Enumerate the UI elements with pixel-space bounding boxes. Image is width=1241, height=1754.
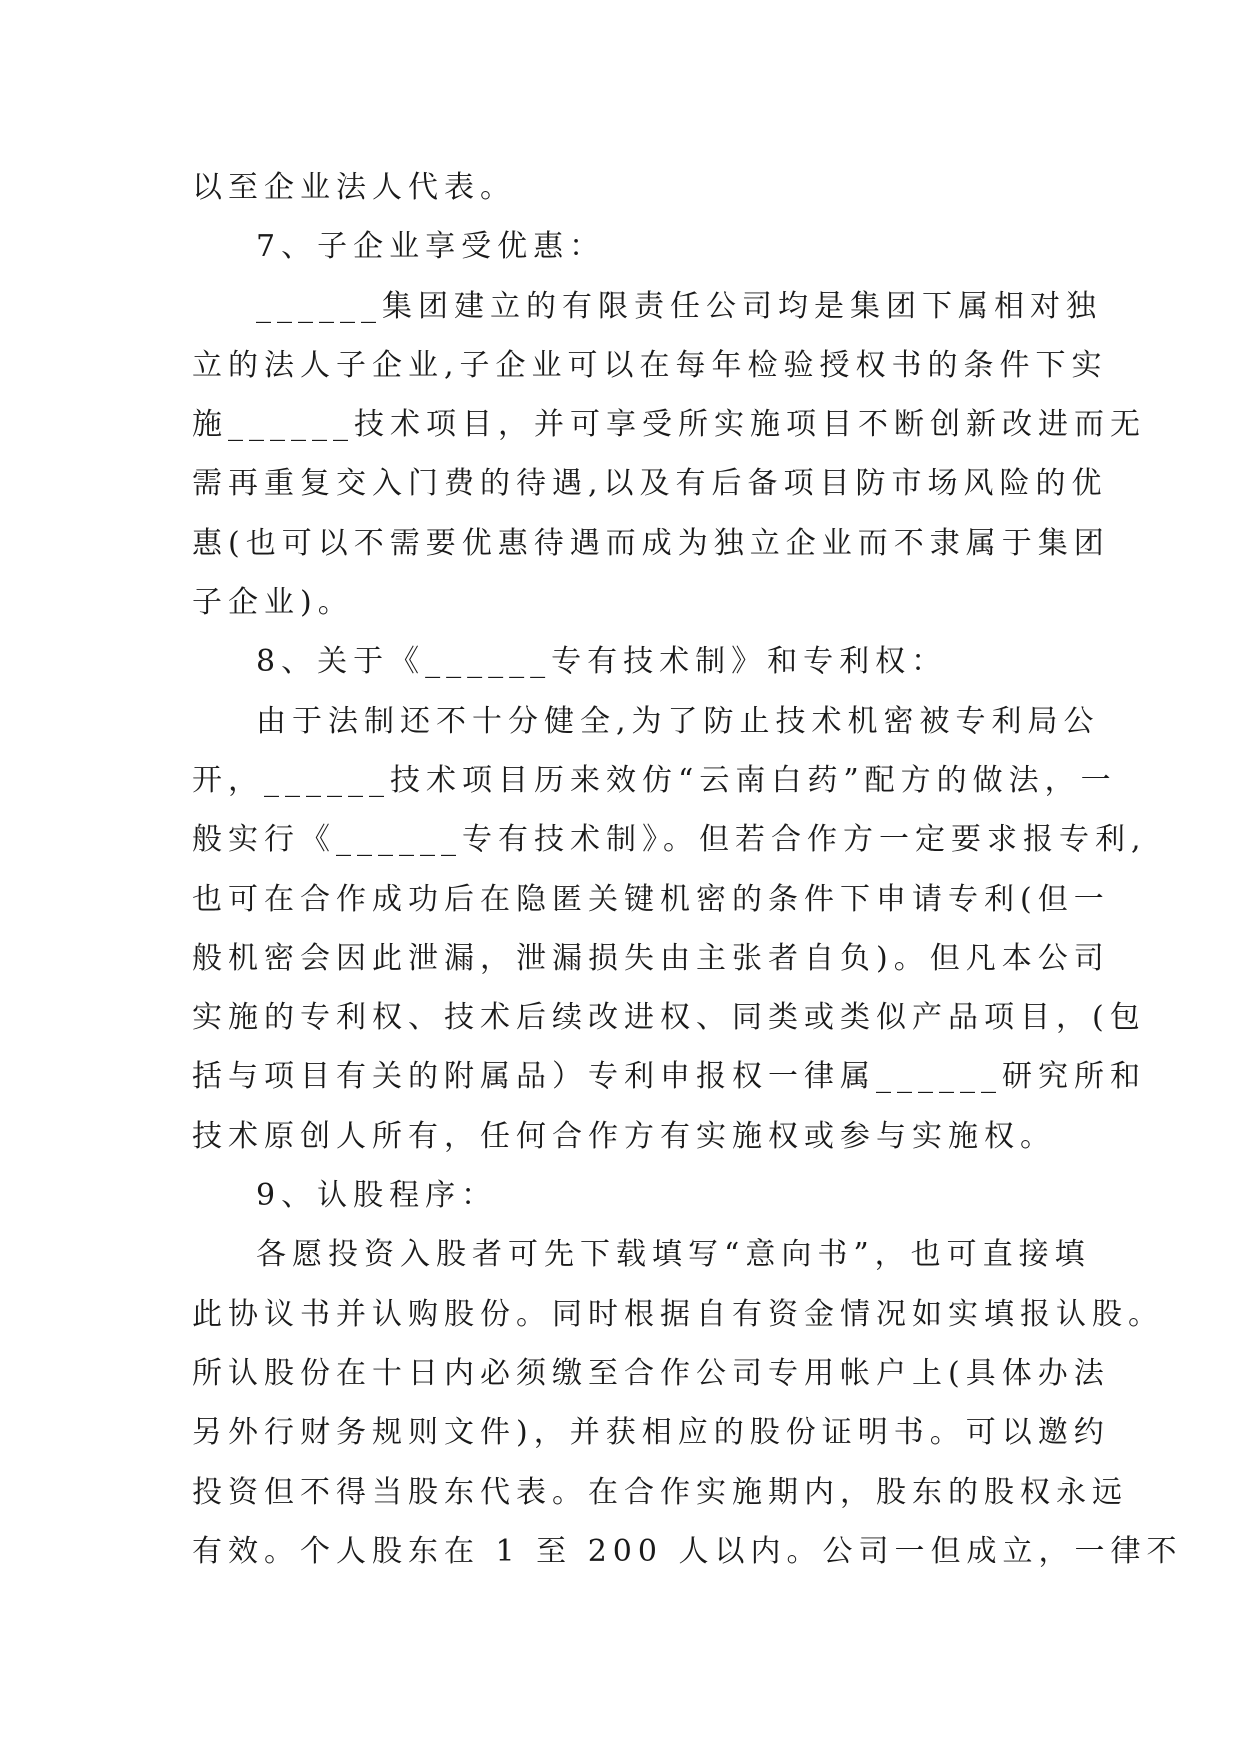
- text-line: 各愿投资入股者可先下载填写“意向书”，也可直接填: [256, 1237, 1091, 1273]
- text-line: ______集团建立的有限责任公司均是集团下属相对独: [256, 288, 1102, 324]
- text-line: 惠(也可以不需要优惠待遇而成为独立企业而不隶属于集团: [192, 525, 1110, 561]
- text-line: 7、子企业享受优惠：: [256, 229, 606, 265]
- text-line: 由于法制还不十分健全,为了防止技术机密被专利局公: [256, 703, 1100, 739]
- text-line: 开，______技术项目历来效仿“云南白药”配方的做法，一: [192, 762, 1117, 798]
- text-line: 技术原创人所有，任何合作方有实施权或参与实施权。: [192, 1118, 1056, 1154]
- text-line: 施______技术项目，并可享受所实施项目不断创新改进而无: [192, 407, 1146, 443]
- text-line: 需再重复交入门费的待遇,以及有后备项目防市场风险的优: [192, 466, 1108, 502]
- text-line: 般机密会因此泄漏，泄漏损失由主张者自负)。但凡本公司: [192, 940, 1110, 976]
- text-line: 所认股份在十日内必须缴至合作公司专用帐户上(具体办法: [192, 1355, 1110, 1391]
- text-line: 也可在合作成功后在隐匿关键机密的条件下申请专利(但一: [192, 881, 1110, 917]
- text-line: 投资但不得当股东代表。在合作实施期内，股东的股权永远: [192, 1474, 1128, 1510]
- text-line: 9、认股程序：: [256, 1178, 498, 1214]
- text-line: 实施的专利权、技术后续改进权、同类或类似产品项目，(包: [192, 1000, 1146, 1036]
- text-line: 立的法人子企业,子企业可以在每年检验授权书的条件下实: [192, 347, 1108, 383]
- text-line: 此协议书并认购股份。同时根据自有资金情况如实填报认股。: [192, 1296, 1164, 1332]
- text-line: 括与项目有关的附属品）专利申报权一律属______研究所和: [192, 1059, 1146, 1095]
- text-line: 以至企业法人代表。: [192, 170, 516, 205]
- text-line: 般实行《______专有技术制》。但若合作方一定要求报专利,: [192, 822, 1147, 858]
- text-line: 8、关于《______专有技术制》和专利权：: [256, 644, 948, 680]
- text-line: 另外行财务规则文件)，并获相应的股份证明书。可以邀约: [192, 1415, 1110, 1451]
- text-line: 子企业)。: [192, 585, 354, 621]
- text-line: 有效。个人股东在 1 至 200 人以内。公司一但成立，一律不: [192, 1533, 1183, 1569]
- document-body: [192, 158, 1183, 1581]
